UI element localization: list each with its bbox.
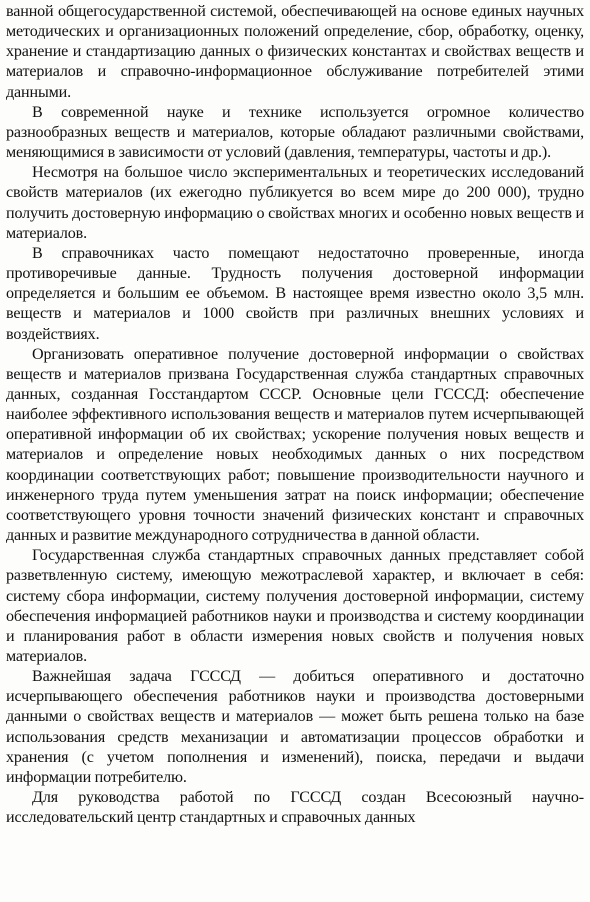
paragraph-reference-books: В справочниках часто помещают недостаточно проверенные, иногда противоречивые данные. Трудность получения достоверной информации определяется и большим ее объемом. В настоящее время известно около 3,5 млн. веществ и материалов и 1000 свойств при различных внешних условиях и воздействиях. [6,244,584,343]
paragraph-variety-of-materials: В современной науке и технике используется огромное количество разнообразных веществ и материалов, которые обладают различными свойствами, меняющимися в зависимости от условий (давления, температуры, частоты и др.). [6,103,584,162]
paragraph-gsssd-goals: Организовать оперативное получение достоверной информации о свойствах веществ и материалов призвана Государственная служба стандартных справочных данных, созданная Госстандартом СССР. Основные цели ГСССД: обеспечение наиболее эффективного использования веществ и материалов путем исчерпывающей оперативной информации об их свойствах; ускорение получения новых веществ и материалов и определение новых необходимых данных о них посредством координации соответствующих работ; повышение производительности научного и инженерного труда путем уменьшения затрат на поиск информации; обеспечение соответствующего уровня точности значений физических констант и справочных данных и развитие международного сотрудничества в данной области. [6,345,584,545]
paragraph-continuation: ванной общегосударственной системой, обеспечивающей на основе единых научных методических и организационных положений определение, сбор, обработку, оценку, хранение и стандартизацию данных о физических константах и свойствах веществ и материалов и справочно-информационное обслуживание потребителей этими данными. [6,3,584,101]
paragraph-research-center: Для руководства работой по ГСССД создан Всесоюзный научно-исследовательский центр стандартных и справочных данных [6,789,584,827]
paragraph-research-volume: Несмотря на большое число экспериментальных и теоретических исследований свойств материалов (их ежегодно публикуется во всем мире до 200 000), трудно получить достоверную информацию о свойствах многих и особенно новых веществ и материалов. [6,164,584,242]
paragraph-gsssd-structure: Государственная служба стандартных справочных данных представляет собой разветвленную систему, имеющую межотраслевой характер, и включает в себя: систему сбора информации, систему получения достоверной информации, систему обеспечения информацией работников науки и производства и систему координации и планирования работ в области измерения новых свойств и получения новых материалов. [6,547,584,665]
paragraph-main-task: Важнейшая задача ГСССД — добиться оперативного и достаточно исчерпывающего обеспечения работников науки и производства достоверными данными о свойствах веществ и материалов — может быть решена только на базе использования средств механизации и автоматизации процессов обработки и хранения (с учетом пополнения и изменений), поиска, передачи и выдачи информации потребителю. [6,668,584,786]
